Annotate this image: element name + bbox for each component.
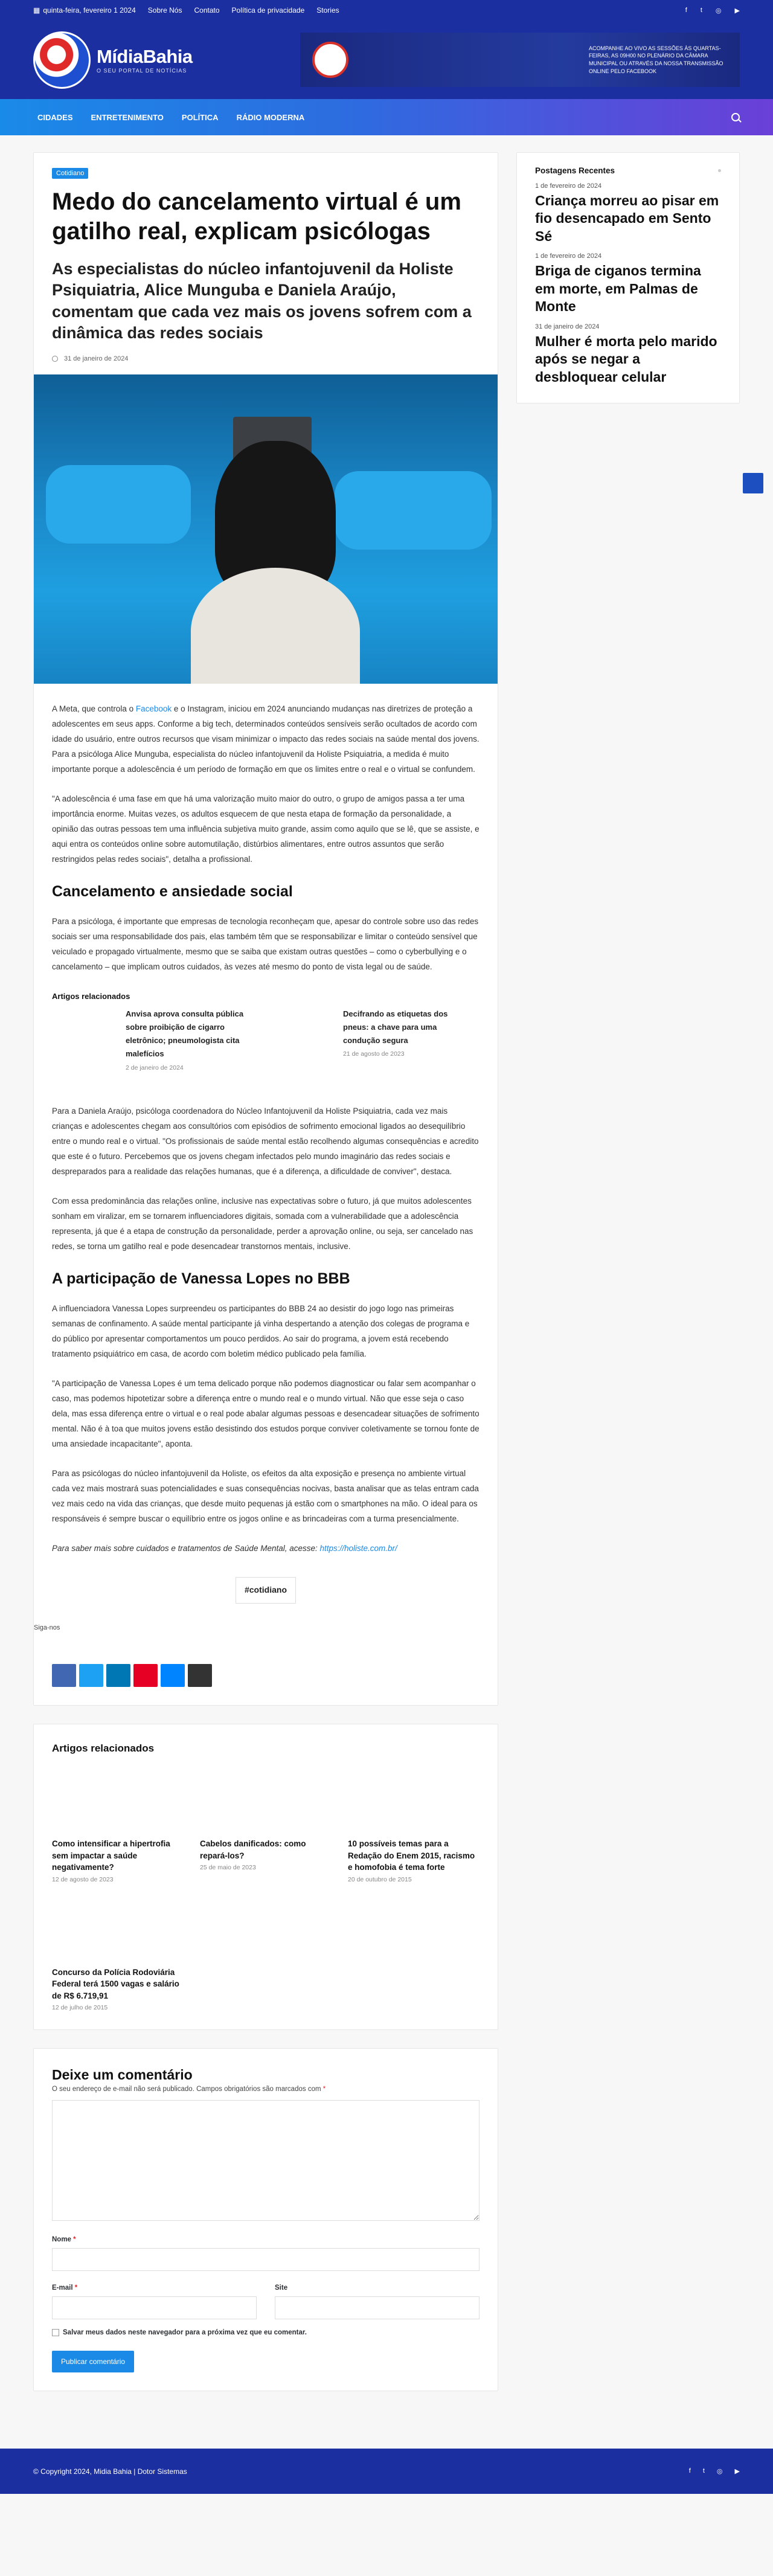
category-badge[interactable]: Cotidiano xyxy=(52,168,88,179)
related-date: 2 de janeiro de 2024 xyxy=(126,1064,184,1071)
site-logo[interactable] xyxy=(33,31,193,89)
save-data-label: Salvar meus dados neste navegador para a próxima vez que eu comentar. xyxy=(63,2329,307,2337)
paragraph: Para saber mais sobre cuidados e tratamentos de Saúde Mental, acesse: https://holiste.com.br/ xyxy=(52,1543,397,1553)
paragraph: A influenciadora Vanessa Lopes surpreendeu os participantes do BBB 24 ao desistir do jogo logo nas primeiras semanas de confinamento. A saúde mental participante já vinha despertando a atenção dos colegas de programa e do público por apresentar comportamentos um pouco perdidos. Ao sair do programa, a jovem está recebendo tratamento psiquiátrico em casa, de acordo com boletim médico publicado pela família. xyxy=(52,1304,470,1359)
post-date: 31 de janeiro de 2024 xyxy=(535,323,600,330)
header-banner-ad[interactable] xyxy=(300,33,740,87)
floating-share-button[interactable] xyxy=(743,473,763,493)
list-item[interactable] xyxy=(200,1770,330,1883)
calendar-icon: ▦ xyxy=(33,6,40,14)
search-icon[interactable] xyxy=(731,113,740,121)
related-title[interactable]: Concurso da Polícia Rodoviária Federal terá 1500 vagas e salário de R$ 6.719,91 xyxy=(52,1967,179,2000)
banner-text: ACOMPANHE AO VIVO AS SESSÕES ÀS QUARTAS-FEIRAS, AS 09H00 NO PLENÁRIO DA CÂMARA MUNICIPAL OU ATRAVÉS DA NOSSA TRANSMISSÃO ONLINE PELO FACEBOOK xyxy=(589,45,723,74)
related-date: 12 de julho de 2015 xyxy=(52,2004,108,2012)
top-link-sobre[interactable]: Sobre Nós xyxy=(147,6,182,14)
instagram-icon[interactable]: ◎ xyxy=(716,2468,723,2476)
list-item[interactable] xyxy=(52,1770,182,1883)
list-item[interactable] xyxy=(535,252,721,315)
tag-chip[interactable]: #cotidiano xyxy=(236,1577,296,1604)
nav-item-radio-moderna[interactable]: RÁDIO MODERNA xyxy=(236,112,305,122)
top-bar xyxy=(0,0,773,21)
facebook-icon[interactable]: f xyxy=(685,6,687,14)
related-date: 21 de agosto de 2023 xyxy=(343,1050,405,1058)
list-item[interactable] xyxy=(269,1007,463,1074)
main-nav xyxy=(0,99,773,135)
top-link-stories[interactable]: Stories xyxy=(316,6,339,14)
site-label: Site xyxy=(275,2284,288,2292)
share-label: Siga-nos xyxy=(34,1624,60,1631)
thumbnail[interactable] xyxy=(52,1007,118,1056)
current-date: ▦ quinta-feira, fevereiro 1 2024 xyxy=(33,6,136,14)
site-field[interactable] xyxy=(275,2296,480,2319)
email-label: E-mail * xyxy=(52,2284,78,2292)
post-title[interactable]: Criança morreu ao pisar em fio desencapado em Sento Sé xyxy=(535,193,719,244)
article-meta xyxy=(52,355,480,362)
comment-note: O seu endereço de e-mail não será publicado. Campos obrigatórios são marcados com * xyxy=(52,2086,326,2093)
paragraph: Para a Daniela Araújo, psicóloga coordenadora do Núcleo Infantojuvenil da Holiste Psiquiatria, cada vez mais crianças e adolescentes chegam aos consultórios com episódios de sofrimento emocional ligados ao desequilíbrio entre o mundo real e o virtual. "Os profissionais de saúde mental estão recolhendo algumas consequências e acredito que este é o futuro. Percebemos que os jovens chegam infectados pelo mundo imaginário das redes sociais e despreparados para a realidade das relações humanas, que é a diferença, a dificuldade de conviver", destaca. xyxy=(52,1107,479,1176)
facebook-icon[interactable]: f xyxy=(688,2467,691,2475)
nav-item-cidades[interactable]: CIDADES xyxy=(37,112,73,122)
hero-image xyxy=(34,374,498,684)
widget-title: Postagens Recentes xyxy=(535,166,615,175)
twitter-icon[interactable]: t xyxy=(700,6,702,14)
twitter-icon[interactable]: t xyxy=(702,2467,705,2475)
top-link-privacidade[interactable]: Política de privacidade xyxy=(231,6,305,14)
name-label: Nome * xyxy=(52,2236,76,2244)
paragraph: "A participação de Vanessa Lopes é um tema delicado porque não podemos diagnosticar ou falar sem acompanhar o caso, mas podemos hipotetizar sobre a diferença entre o mundo real e o mundo virtual. Não que esse seja o caso dela, mas essa diferença entre o virtual e o real pode abalar algumas pessoas e desencadear situações de sofrimento mental. Não é à toa que muitos jovens estão desistindo dos estudos porque conviver coletivamente se tornou fonte de uma ansiedade incapacitante", aponta. xyxy=(52,1379,480,1448)
submit-comment-button[interactable]: Publicar comentário xyxy=(52,2351,134,2372)
article-content xyxy=(34,684,498,1664)
copyright: © Copyright 2024, Midia Bahia | Dotor Sistemas xyxy=(33,2467,187,2476)
related-title[interactable]: 10 possíveis temas para a Redação do Enem 2015, racismo e homofobia é tema forte xyxy=(348,1839,475,1872)
logo-tagline: O SEU PORTAL DE NOTÍCIAS xyxy=(97,68,187,74)
post-date: 1 de fevereiro de 2024 xyxy=(535,252,602,260)
post-title[interactable]: Mulher é morta pelo marido após se negar a desbloquear celular xyxy=(535,333,717,385)
thumbnail[interactable] xyxy=(348,1770,478,1833)
related-title[interactable]: Decifrando as etiquetas dos pneus: a chave para uma condução segura xyxy=(343,1009,448,1045)
related-title[interactable]: Como intensificar a hipertrofia sem impactar a saúde negativamente? xyxy=(52,1839,170,1872)
thumbnail[interactable] xyxy=(269,1007,336,1056)
list-item[interactable] xyxy=(52,1007,245,1074)
related-heading: Artigos relacionados xyxy=(52,1742,155,1755)
inline-related-title: Artigos relacionados xyxy=(52,992,130,1001)
comment-form xyxy=(33,2048,498,2391)
article-card xyxy=(33,152,498,1706)
email-field[interactable] xyxy=(52,2296,257,2319)
top-link-contato[interactable]: Contato xyxy=(194,6,220,14)
instagram-icon[interactable]: ◎ xyxy=(715,7,722,14)
thumbnail[interactable] xyxy=(52,1770,182,1833)
section-heading: Cancelamento e ansiedade social xyxy=(52,882,293,900)
section-heading: A participação de Vanessa Lopes no BBB xyxy=(52,1270,350,1287)
recent-posts-widget xyxy=(516,152,740,403)
inline-related-articles xyxy=(52,989,480,1074)
name-field[interactable] xyxy=(52,2248,480,2271)
twitter-share-button[interactable] xyxy=(79,1664,103,1687)
camara-seal-icon xyxy=(312,42,348,78)
comment-textarea[interactable] xyxy=(52,2100,480,2221)
list-item[interactable] xyxy=(52,1898,182,2012)
logo-name: MídiaBahia xyxy=(97,46,193,67)
nav-item-politica[interactable]: POLÍTICA xyxy=(181,112,219,122)
related-articles xyxy=(33,1724,498,2030)
related-date: 12 de agosto de 2023 xyxy=(52,1875,114,1883)
youtube-icon[interactable]: ▶ xyxy=(734,2468,740,2476)
paragraph: Para a psicóloga, é importante que empresas de tecnologia reconheçam que, apesar do controle sobre uso das redes sociais ser uma responsabilidade dos pais, elas também têm que se responsabilizar e limitar o conteúdo sensível que veiculado e propagado virtualmente, mesmo que se saiba que existam outras questões – como o cyberbullying e o cancelamento – que implicam outros cuidados, às vezes até mesmo do ponto de vista legal ou de saúde. xyxy=(52,917,479,972)
messenger-share-button[interactable] xyxy=(161,1664,185,1687)
list-item[interactable] xyxy=(348,1770,478,1883)
article-title: Medo do cancelamento virtual é um gatilho real, explicam psicólogas xyxy=(52,188,461,245)
thumbnail[interactable] xyxy=(52,1898,182,1962)
email-share-button[interactable] xyxy=(188,1664,212,1687)
logo-globe-icon xyxy=(33,31,91,89)
comment-heading: Deixe um comentário xyxy=(52,2067,193,2083)
related-date: 25 de maio de 2023 xyxy=(200,1864,256,1872)
nav-item-entretenimento[interactable]: ENTRETENIMENTO xyxy=(91,112,164,122)
related-date: 20 de outubro de 2015 xyxy=(348,1875,412,1883)
paragraph: Para as psicólogas do núcleo infantojuvenil da Holiste, os efeitos da alta exposição e presença no ambiente virtual cada vez mais mostrará suas potencialidades e suas consequências nocivas, basta analisar que as telas entram cada vez mais cedo na vida das crianças, que desde muito pequenas já estão com o smartphones na mão. O ideal para os responsáveis é sempre buscar o equilíbrio entre os jogos online e as brincadeiras com a turma presencialmente. xyxy=(52,1468,479,1523)
dot-icon xyxy=(718,169,721,172)
pinterest-share-button[interactable] xyxy=(133,1664,158,1687)
paragraph: "A adolescência é uma fase em que há uma valorização muito maior do outro, o grupo de amigos passa a ter uma importância enorme. Muitas vezes, os adultos esquecem de que nesta etapa de formação da personalidade, a opinião das outras pessoas tem uma influência subjetiva muito grande, assim como aquilo que se lê, que se assiste, e aqui entra os conteúdos online sobre automutilação, distúrbios alimentares, entre outros assuntos que serão restringidos pelas redes sociais", detalha a profissional. xyxy=(52,794,480,864)
site-header xyxy=(0,21,773,99)
save-data-checkbox[interactable] xyxy=(52,2329,59,2336)
clock-icon xyxy=(52,356,58,362)
youtube-icon[interactable]: ▶ xyxy=(734,7,740,14)
share-buttons xyxy=(34,1664,498,1705)
paragraph: Com essa predominância das relações online, inclusive nas expectativas sobre o futuro, já que muitos adolescentes sonham em viralizar, em se tornarem influenciadores digitais, somada com a vulnerabilidade que a adolescência representa, já que é a etapa de construção da personalidade, perder a aprovação online, ou seja, ser cancelado nas redes, se torna um gatilho real e pode desencadear transtornos mentais, inclusive. xyxy=(52,1196,473,1251)
facebook-share-button[interactable] xyxy=(52,1664,76,1687)
site-footer xyxy=(0,2449,773,2494)
post-title[interactable]: Briga de ciganos termina em morte, em Palmas de Monte xyxy=(535,263,701,315)
facebook-link[interactable]: Facebook xyxy=(135,704,172,714)
holiste-link[interactable]: https://holiste.com.br/ xyxy=(319,1543,397,1553)
related-title[interactable]: Cabelos danificados: como repará-los? xyxy=(200,1839,306,1860)
thumbnail[interactable] xyxy=(200,1770,330,1833)
list-item[interactable] xyxy=(535,323,721,386)
article-subtitle: As especialistas do núcleo infantojuvenil da Holiste Psiquiatria, Alice Munguba e Daniela Araújo, comentam que cada vez mais os jovens sofrem com a dinâmica das redes sociais xyxy=(52,259,472,342)
post-date: 1 de fevereiro de 2024 xyxy=(535,182,602,190)
article-date: 31 de janeiro de 2024 xyxy=(64,355,129,363)
paragraph: A Meta, que controla o Facebook e o Instagram, iniciou em 2024 anunciando mudanças nas diretrizes de proteção a adolescentes em seus apps. Conforme a big tech, determinados conteúdos sensíveis serão ocultados de acordo com idade do usuário, entre outros recursos que visam minimizar o impacto das redes sociais na saúde mental dos jovens. Para a psicóloga Alice Munguba, especialista do núcleo infantojuvenil da Holiste Psiquiatria, a medida é muito importante porque a adolescência é um período de formação em que os limites entre o real e o virtual se confundem. xyxy=(52,704,480,774)
linkedin-share-button[interactable] xyxy=(106,1664,130,1687)
related-title[interactable]: Anvisa aprova consulta pública sobre proibição de cigarro eletrônico; pneumologista cita malefícios xyxy=(126,1009,244,1059)
list-item[interactable] xyxy=(535,182,721,245)
